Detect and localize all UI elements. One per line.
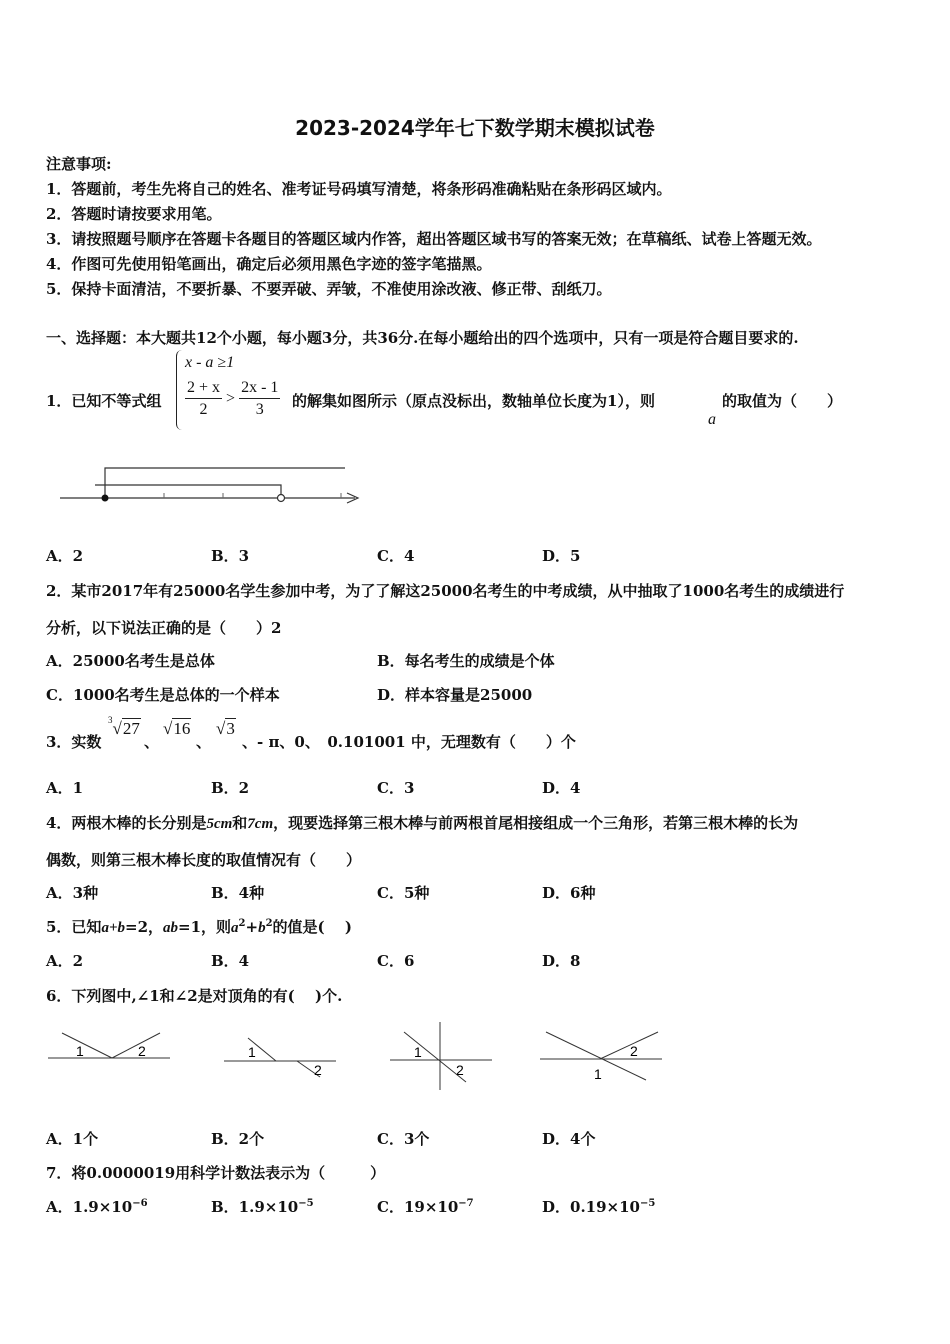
q6-option-a: A．1个 (46, 1130, 99, 1148)
q2-line-1: 2．某市2017年有25000名学生参加中考，为了了解这25000名考生的中考成绩，从中抽取了1000名考生的成绩进行 (46, 582, 845, 600)
q7-question: 7．将0.0000019用科学计数法表示为（ ） (46, 1164, 386, 1182)
q7-option-a-exponent: −6 (132, 1198, 148, 1209)
q4-line-1-end: ，现要选择第三根木棒与前两根首尾相接组成一个三角形，若第三根木棒的长为 (273, 814, 799, 832)
q5-equals-1: =2， (125, 918, 164, 936)
q5-tail: 的值是( ) (272, 918, 352, 936)
q1-prefix: 1．已知不等式组 (46, 392, 162, 410)
q6-figure-d (540, 1028, 665, 1083)
q3-radicand-3: 3 (226, 719, 235, 738)
q6-a-angle-2-label: 2 (138, 1043, 146, 1059)
q1-inequality-system (176, 350, 280, 430)
q5-expr-a: a (231, 920, 239, 936)
q1-fraction-1 (185, 378, 222, 421)
q4-option-d: D．6种 (542, 884, 596, 902)
q4-option-c: C．5种 (377, 884, 430, 902)
q2-option-b: B．每名考生的成绩是个体 (377, 652, 555, 670)
q2-option-c: C．1000名考生是总体的一个样本 (46, 686, 280, 704)
notice-heading: 注意事项: (46, 155, 112, 173)
q7-option-a-mantissa: A．1.9×10 (46, 1198, 133, 1216)
q5-option-d: D．8 (542, 952, 581, 970)
q5-option-a: A．2 (46, 952, 84, 970)
q3-radicand-16: 16 (173, 719, 191, 738)
q5-question (46, 916, 352, 937)
q7-option-d (542, 1196, 655, 1217)
closed-endpoint (102, 495, 109, 502)
q6-c-angle-1-label: 1 (414, 1044, 422, 1060)
q6-figure-b (224, 1035, 344, 1080)
q7-option-c-exponent: −7 (458, 1198, 474, 1209)
q3-cube-root-27: $^3$√27 (108, 715, 140, 738)
notice-item-4: 4．作图可先使用铅笔画出，确定后必须用黑色字迹的签字笔描黑。 (46, 255, 492, 273)
q4-line-2: 偶数，则第三根木棒长度的取值情况有（ ） (46, 851, 362, 869)
q1-fraction-2 (239, 378, 280, 421)
q5-option-c: C．6 (377, 952, 415, 970)
q1-fraction-1-numerator: 2 + x (185, 378, 222, 399)
q6-d-angle-1-label: 1 (594, 1066, 602, 1082)
q4-length-2: 7cm (247, 816, 274, 832)
q4-and: 和 (232, 814, 248, 832)
q7-option-d-mantissa: D．0.19×10 (542, 1198, 640, 1216)
q1-greater-than: > (226, 390, 236, 408)
q1-option-c: C．4 (377, 547, 415, 565)
solution-bracket-1 (105, 468, 345, 498)
q3-separator-2: 、 (196, 733, 212, 751)
q6-option-b: B．2个 (211, 1130, 265, 1148)
q7-option-c (377, 1196, 474, 1217)
q7-option-b-exponent: −5 (298, 1198, 314, 1209)
q2-option-d: D．样本容量是25000 (377, 686, 533, 704)
q6-option-d: D．4个 (542, 1130, 596, 1148)
q5-condition-1: a+b (101, 920, 125, 936)
q3-separator-1: 、 (144, 733, 160, 751)
q5-condition-2: ab (163, 920, 179, 936)
q1-inequality-1: x - a ≥1 (185, 354, 235, 371)
q3-option-d: D．4 (542, 779, 581, 797)
q5-exp-a: 2 (238, 918, 246, 929)
notice-item-2: 2．答题时请按要求用笔。 (46, 205, 222, 223)
q6-question: 6．下列图中,∠1和∠2是对顶角的有( )个. (46, 987, 343, 1005)
q7-option-b (211, 1196, 314, 1217)
q4-option-b: B．4种 (211, 884, 265, 902)
q7-option-b-mantissa: B．1.9×10 (211, 1198, 299, 1216)
q3-sqrt-16: √16 (163, 719, 191, 738)
q6-a-angle-1-label: 1 (76, 1043, 84, 1059)
q1-suffix: 的解集如图所示（原点没标出，数轴单位长度为1），则 (292, 392, 655, 410)
q6-b-angle-1-label: 1 (248, 1044, 256, 1060)
q6-figure-c (390, 1022, 495, 1092)
q1-option-b: B．3 (211, 547, 250, 565)
notice-item-5: 5．保持卡面清洁，不要折暴、不要弄破、弄皱，不准使用涂改液、修正带、刮纸刀。 (46, 280, 612, 298)
notice-item-3: 3．请按照题号顺序在答题卡各题目的答题区域内作答，超出答题区域书写的答案无效；在草稿纸、试卷上答题无效。 (46, 230, 822, 248)
q5-expr-b: b (258, 920, 266, 936)
q2-option-a: A．25000名考生是总体 (46, 652, 215, 670)
q5-plus: + (245, 918, 259, 936)
q1-tail: 的取值为（ ） (722, 392, 843, 410)
q3-sqrt-3: √3 (216, 719, 235, 738)
q6-figure-a (48, 1028, 173, 1068)
q1-option-d: D．5 (542, 547, 581, 565)
q6-d-angle-2-label: 2 (630, 1043, 638, 1059)
q3-radicand-27: 27 (122, 719, 140, 738)
q5-prefix: 5．已知 (46, 918, 102, 936)
open-endpoint (278, 495, 285, 502)
q4-length-1: 5cm (206, 816, 233, 832)
q5-option-b: B．4 (211, 952, 250, 970)
q4-line-1 (46, 812, 798, 833)
q1-fraction-2-numerator: 2x - 1 (239, 378, 280, 399)
notice-item-1: 1．答题前，考生先将自己的姓名、准考证号码填写清楚，将条形码准确粘贴在条形码区域内。 (46, 180, 672, 198)
q1-fraction-2-denominator: 3 (255, 401, 264, 418)
q1-option-a: A．2 (46, 547, 84, 565)
q7-option-d-exponent: −5 (639, 1198, 656, 1209)
q3-prefix: 3．实数 (46, 733, 102, 751)
q3-rest: 、- π、0、 0.101001 中，无理数有（ ）个 (242, 733, 576, 751)
solution-bracket-2 (95, 485, 281, 498)
q6-c-angle-2-label: 2 (456, 1062, 464, 1078)
q7-option-a (46, 1196, 148, 1217)
q5-exp-b: 2 (265, 918, 273, 929)
q6-option-c: C．3个 (377, 1130, 430, 1148)
q1-number-line-figure (60, 460, 370, 510)
q3-root-index: 3 (108, 715, 113, 726)
section-heading: 一、选择题：本大题共12个小题，每小题3分，共36分.在每小题给出的四个选项中，只有一项是符合题目要求的. (46, 329, 799, 347)
q3-option-a: A．1 (46, 779, 84, 797)
q1-fraction-1-denominator: 2 (199, 401, 208, 418)
q7-option-c-mantissa: C．19×10 (377, 1198, 459, 1216)
q5-equals-2: =1，则 (178, 918, 232, 936)
page-title: 2023-2024学年七下数学期末模拟试卷 (295, 116, 655, 140)
q4-option-a: A．3种 (46, 884, 99, 902)
q2-line-2: 分析，以下说法正确的是（ ）2 (46, 619, 282, 637)
q4-line-1-start: 4．两根木棒的长分别是 (46, 814, 207, 832)
q3-option-c: C．3 (377, 779, 415, 797)
q3-option-b: B．2 (211, 779, 250, 797)
q6-b-angle-2-label: 2 (314, 1062, 322, 1078)
q1-variable: a (708, 411, 716, 428)
